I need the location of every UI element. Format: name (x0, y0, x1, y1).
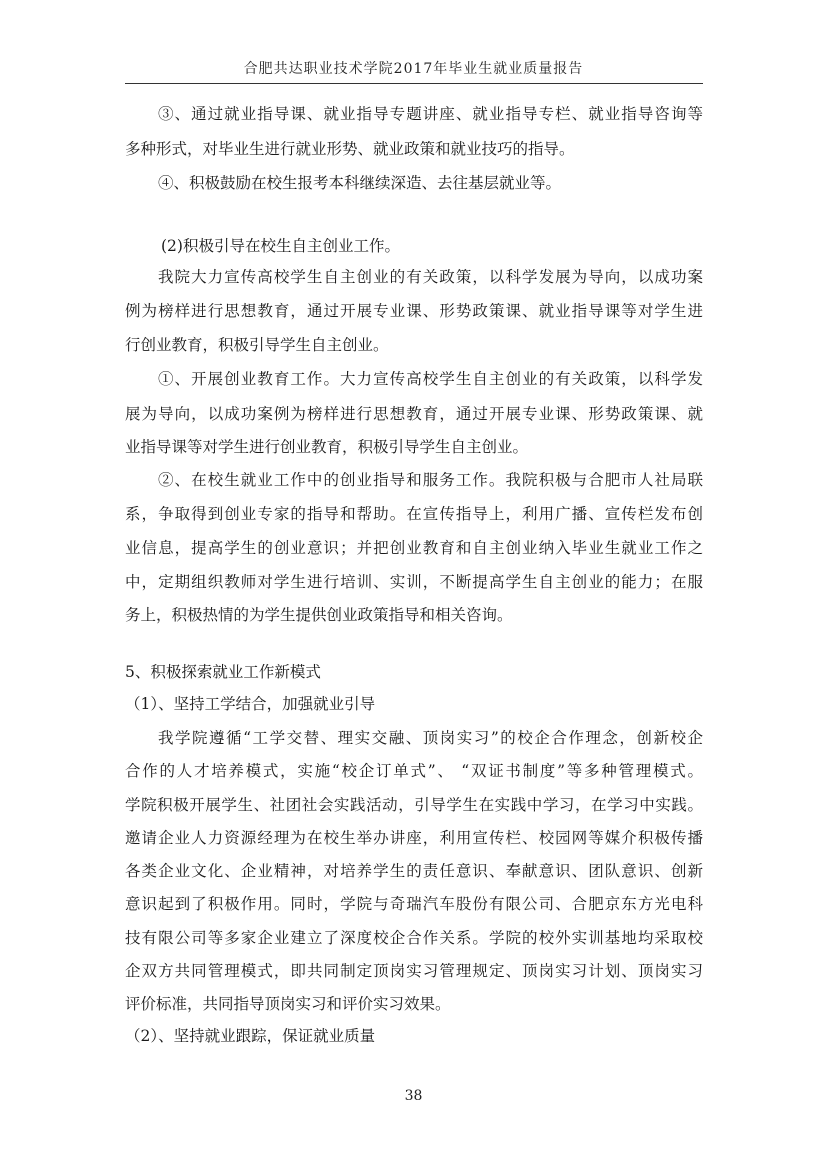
page-number: 38 (404, 1088, 423, 1104)
paragraph-line: 业指导课等对学生进行创业教育，积极引导学生自主创业。 (125, 438, 529, 456)
page-header-title: 合肥共达职业技术学院2017年毕业生就业质量报告 (243, 61, 584, 77)
paragraph-line: 业信息，提高学生的创业意识；并把创业教育和自主创业纳入毕业生就业工作之 (125, 539, 703, 557)
paragraph-line: 各类企业文化、企业精神，对培养学生的责任意识、奉献意识、团队意识、创新 (125, 862, 703, 880)
paragraph-line: 例为榜样进行思想教育，通过开展专业课、形势政策课、就业指导课等对学生进 (125, 302, 703, 320)
header-divider (125, 83, 703, 84)
subsection-heading: (2)积极引导在校生自主创业工作。 (161, 237, 400, 255)
paragraph-line: 企双方共同管理模式，即共同制定顶岗实习管理规定、顶岗实习计划、顶岗实习 (125, 962, 703, 980)
paragraph-line: 意识起到了积极作用。同时，学院与奇瑞汽车股份有限公司、合肥京东方光电科 (125, 895, 703, 913)
paragraph-line: 多种形式，对毕业生进行就业形势、就业政策和就业技巧的指导。 (125, 140, 575, 158)
paragraph-line: 学院积极开展学生、社团社会实践活动，引导学生在实践中学习，在学习中实践。 (125, 796, 703, 814)
paragraph-line: ③、通过就业指导课、就业指导专题讲座、就业指导专栏、就业指导咨询等 (158, 105, 703, 123)
paragraph-line: 我学院遵循“工学交替、理实交融、顶岗实习”的校企合作理念，创新校企 (158, 729, 703, 747)
paragraph-line: 行创业教育，积极引导学生自主创业。 (125, 336, 389, 354)
paragraph-line: 系，争取得到创业专家的指导和帮助。在宣传指导上，利用广播、宣传栏发布创 (125, 505, 703, 523)
paragraph-line: 我院大力宣传高校学生自主创业的有关政策，以科学发展为导向，以成功案 (158, 268, 703, 286)
paragraph-line: 评价标准，共同指导顶岗实习和评价实习效果。 (125, 995, 451, 1013)
paragraph-line: 邀请企业人力资源经理为在校生举办讲座，利用宣传栏、校园网等媒介积极传播 (125, 829, 703, 847)
paragraph-line: 技有限公司等多家企业建立了深度校企合作关系。学院的校外实训基地均采取校 (125, 929, 703, 947)
paragraph-line: 展为导向，以成功案例为榜样进行思想教育，通过开展专业课、形势政策课、就 (125, 405, 703, 423)
section-heading: 5、积极探索就业工作新模式 (125, 663, 321, 681)
paragraph-line: 务上，积极热情的为学生提供创业政策指导和相关咨询。 (125, 606, 513, 624)
paragraph-line: 合作的人才培养模式，实施“校企订单式”、 “双证书制度”等多种管理模式。 (125, 762, 703, 780)
paragraph-line: ②、在校生就业工作中的创业指导和服务工作。我院积极与合肥市人社局联 (158, 471, 703, 489)
subsection-heading: （2）、坚持就业跟踪，保证就业质量 (125, 1027, 376, 1045)
subsection-heading: （1）、坚持工学结合，加强就业引导 (125, 695, 376, 713)
paragraph-line: ①、开展创业教育工作。大力宣传高校学生自主创业的有关政策，以科学发 (158, 370, 703, 388)
paragraph-line: 中，定期组织教师对学生进行培训、实训，不断提高学生自主创业的能力；在服 (125, 573, 703, 591)
paragraph-line: ④、积极鼓励在校生报考本科继续深造、去往基层就业等。 (158, 174, 562, 192)
